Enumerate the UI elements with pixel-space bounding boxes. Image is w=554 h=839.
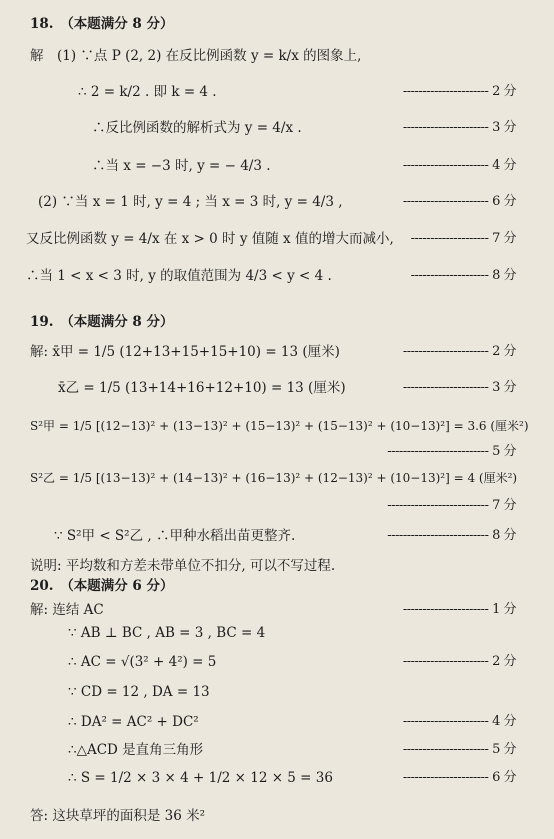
q18-score-3: ---------------------- 3 分 bbox=[402, 120, 516, 135]
q18-score-4: ---------------------- 4 分 bbox=[402, 158, 516, 173]
q18-line-6: 又反比例函数 y = 4/x 在 x > 0 时 y 值随 x 值的增大而减小, bbox=[26, 231, 394, 247]
q18-line-2: ∴ 2 = k/2 . 即 k = 4 . bbox=[78, 84, 217, 100]
q20-line-2: ∵ AB ⊥ BC , AB = 3 , BC = 4 bbox=[68, 625, 266, 641]
q20-line-5: ∴ DA² = AC² + DC² bbox=[68, 714, 199, 730]
q19-score-7: -------------------------- 7 分 bbox=[387, 498, 516, 513]
q20-score-5: ---------------------- 5 分 bbox=[402, 742, 516, 757]
q18-line-3: ∴反比例函数的解析式为 y = 4/x . bbox=[92, 120, 302, 136]
q18-line-1: 解 (1) ∵点 P (2, 2) 在反比例函数 y = k/x 的图象上, bbox=[30, 48, 362, 64]
q19-line-2: x̄乙 = 1/5 (13+14+16+12+10) = 13 (厘米) bbox=[58, 380, 346, 396]
q18-score-7: -------------------- 7 分 bbox=[410, 231, 516, 246]
q20-score-2: ---------------------- 2 分 bbox=[402, 654, 516, 669]
q19-line-1: 解: x̄甲 = 1/5 (12+13+15+15+10) = 13 (厘米) bbox=[30, 344, 340, 360]
q19-score-5: -------------------------- 5 分 bbox=[387, 444, 516, 459]
q18-header: 18. （本题满分 8 分） bbox=[30, 16, 174, 32]
q20-line-6: ∴△ACD 是直角三角形 bbox=[68, 742, 204, 758]
q20-score-4: ---------------------- 4 分 bbox=[402, 714, 516, 729]
q20-line-4: ∵ CD = 12 , DA = 13 bbox=[68, 684, 210, 700]
q20-line-3: ∴ AC = √(3² + 4²) = 5 bbox=[68, 654, 217, 670]
q20-score-6: ---------------------- 6 分 bbox=[402, 770, 516, 785]
q19-header: 19. （本题满分 8 分） bbox=[30, 314, 174, 330]
q19-score-8: -------------------------- 8 分 bbox=[387, 528, 516, 543]
q20-score-1: ---------------------- 1 分 bbox=[402, 602, 516, 617]
q18-line-4: ∴当 x = −3 时, y = − 4/3 . bbox=[92, 158, 271, 174]
q18-line-7: ∴当 1 < x < 3 时, y 的取值范围为 4/3 < y < 4 . bbox=[26, 268, 332, 284]
q20-answer: 答: 这块草坪的面积是 36 米² bbox=[30, 808, 206, 824]
q20-line-1: 解: 连结 AC bbox=[30, 602, 104, 618]
q19-line-3: S²甲 = 1/5 [(12−13)² + (13−13)² + (15−13)² + (15−13)² + (10−13)²] = 3.6 (厘米²) bbox=[30, 419, 529, 433]
q19-line-5: ∵ S²甲 < S²乙 , ∴甲种水稻出苗更整齐. bbox=[54, 528, 296, 544]
q20-header: 20. （本题满分 6 分） bbox=[30, 578, 174, 594]
q18-line-5: (2) ∵当 x = 1 时, y = 4 ; 当 x = 3 时, y = 4/3 , bbox=[38, 194, 343, 210]
q20-line-7: ∴ S = 1/2 × 3 × 4 + 1/2 × 12 × 5 = 36 bbox=[68, 770, 333, 786]
q19-note: 说明: 平均数和方差未带单位不扣分, 可以不写过程. bbox=[30, 558, 336, 574]
q19-line-4: S²乙 = 1/5 [(13−13)² + (14−13)² + (16−13)² + (12−13)² + (10−13)²] = 4 (厘米²) bbox=[30, 471, 518, 485]
q19-score-2: ---------------------- 2 分 bbox=[402, 344, 516, 359]
q18-score-8: -------------------- 8 分 bbox=[410, 268, 516, 283]
q19-score-3: ---------------------- 3 分 bbox=[402, 380, 516, 395]
q18-score-6: ---------------------- 6 分 bbox=[402, 194, 516, 209]
q18-score-2: ---------------------- 2 分 bbox=[402, 84, 516, 99]
